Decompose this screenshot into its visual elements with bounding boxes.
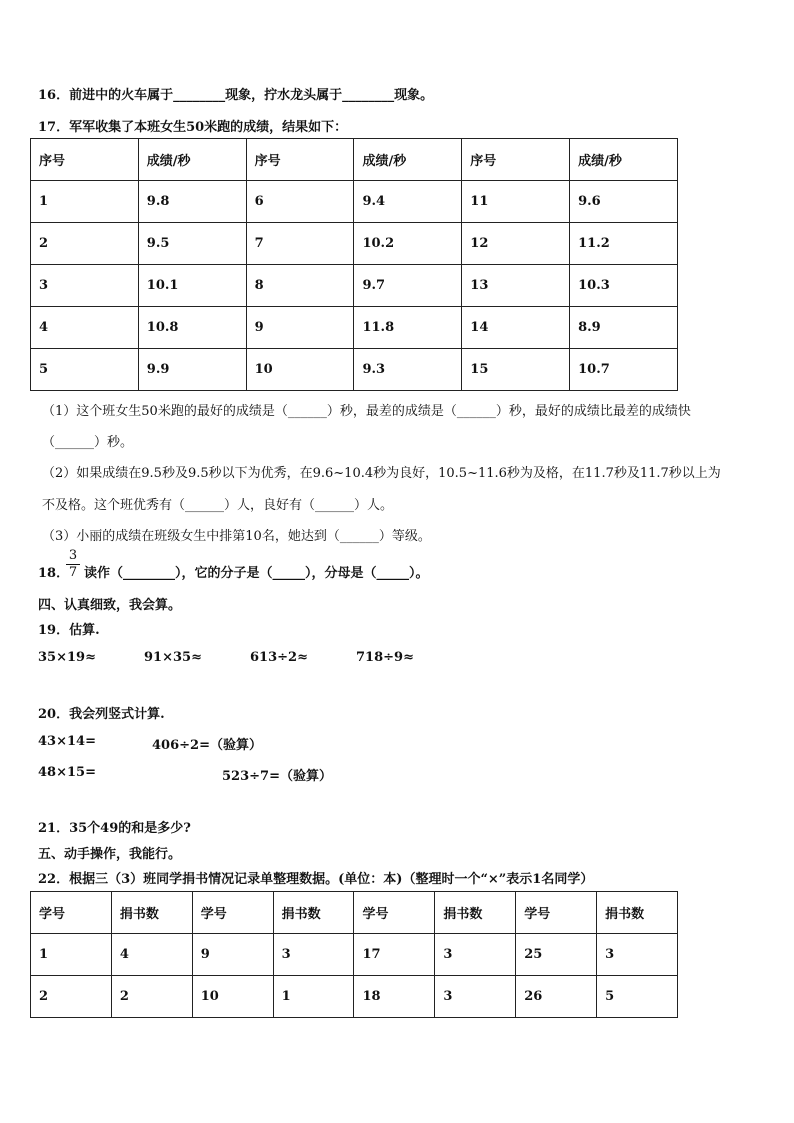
table-cell: 10: [246, 349, 354, 391]
table-cell: 17: [354, 934, 435, 976]
table-cell: 3: [273, 934, 354, 976]
fraction: [66, 548, 80, 581]
question-21: 21．35个49的和是多少?: [38, 821, 191, 836]
table-cell: 10.7: [570, 349, 678, 391]
table-cell: 14: [462, 307, 570, 349]
table-header-cell: 捐书数: [111, 892, 192, 934]
table-cell: 7: [246, 223, 354, 265]
question-16: 16．前进中的火车属于________现象，拧水龙头属于________现象。: [38, 88, 434, 103]
table-cell: 2: [31, 976, 112, 1018]
table-header-cell: 学号: [192, 892, 273, 934]
table-cell: 10: [192, 976, 273, 1018]
table-row: [31, 307, 678, 349]
question-17-sub1-line1: （1）这个班女生50米跑的最好的成绩是（______）秒，最差的成绩是（______）秒，最好的成绩比最差的成绩快: [42, 404, 691, 419]
table-header-cell: 成绩/秒: [354, 139, 462, 181]
table-cell: 11: [462, 181, 570, 223]
table-row: [31, 181, 678, 223]
table-cell: 2: [31, 223, 139, 265]
table-cell: 1: [31, 934, 112, 976]
question-17-title: 17．军军收集了本班女生50米跑的成绩，结果如下：: [38, 120, 348, 135]
table-cell: 18: [354, 976, 435, 1018]
table-cell: 12: [462, 223, 570, 265]
table-cell: 5: [597, 976, 678, 1018]
table-cell: 10.2: [354, 223, 462, 265]
table-cell: 9.8: [138, 181, 246, 223]
table-cell: 3: [31, 265, 139, 307]
table-header-cell: 成绩/秒: [138, 139, 246, 181]
estimate-item-3: 613÷2≈: [250, 650, 308, 665]
fraction-denominator: 7: [68, 565, 78, 580]
table-cell: 1: [273, 976, 354, 1018]
table-cell: 11.8: [354, 307, 462, 349]
table-header-cell: 捐书数: [597, 892, 678, 934]
question-17-sub1-line2: （______）秒。: [42, 435, 134, 450]
table-cell: 13: [462, 265, 570, 307]
table-cell: 25: [516, 934, 597, 976]
table-cell: 9.5: [138, 223, 246, 265]
table-cell: 9.9: [138, 349, 246, 391]
table-header-cell: 成绩/秒: [570, 139, 678, 181]
table-cell: 2: [111, 976, 192, 1018]
table-cell: 10.1: [138, 265, 246, 307]
table-cell: 8: [246, 265, 354, 307]
table-row: [31, 223, 678, 265]
table-cell: 26: [516, 976, 597, 1018]
table-cell: 4: [31, 307, 139, 349]
table-cell: 3: [435, 976, 516, 1018]
table-header-cell: 序号: [246, 139, 354, 181]
table-header-row: [31, 139, 678, 181]
section-4-heading: 四、认真细致，我会算。: [38, 598, 182, 613]
table-row: [31, 265, 678, 307]
table-header-cell: 序号: [31, 139, 139, 181]
table-cell: 8.9: [570, 307, 678, 349]
calc-item-1: 43×14=: [38, 734, 96, 749]
calc-item-4: 523÷7=（验算）: [222, 769, 332, 784]
calc-item-3: 48×15=: [38, 765, 96, 780]
table-cell: 9.6: [570, 181, 678, 223]
question-17-sub2-line1: （2）如果成绩在9.5秒及9.5秒以下为优秀，在9.6~10.4秒为良好，10.5~11.6秒为及格，在11.7秒及11.7秒以上为: [42, 466, 721, 481]
table-header-cell: 学号: [516, 892, 597, 934]
table-row: [31, 349, 678, 391]
table-cell: 10.3: [570, 265, 678, 307]
estimate-item-1: 35×19≈: [38, 650, 96, 665]
estimate-item-4: 718÷9≈: [356, 650, 414, 665]
calc-item-2: 406÷2=（验算）: [152, 738, 262, 753]
table-cell: 9: [192, 934, 273, 976]
table-row: [31, 976, 678, 1018]
table-cell: 5: [31, 349, 139, 391]
table-header-cell: 学号: [354, 892, 435, 934]
table-row: [31, 934, 678, 976]
table-cell: 6: [246, 181, 354, 223]
table-cell: 11.2: [570, 223, 678, 265]
table-header-row: [31, 892, 678, 934]
table-cell: 3: [597, 934, 678, 976]
score-table: [30, 138, 678, 391]
question-17-sub3: （3）小丽的成绩在班级女生中排第10名，她达到（______）等级。: [42, 529, 431, 544]
table-cell: 9.4: [354, 181, 462, 223]
table-cell: 3: [435, 934, 516, 976]
question-18-prefix: 18．: [38, 566, 70, 581]
table-header-cell: 捐书数: [435, 892, 516, 934]
question-19-title: 19．估算.: [38, 623, 100, 638]
table-header-cell: 序号: [462, 139, 570, 181]
fraction-numerator: 3: [68, 548, 78, 563]
table-cell: 15: [462, 349, 570, 391]
table-cell: 1: [31, 181, 139, 223]
table-cell: 9.3: [354, 349, 462, 391]
book-donation-table: [30, 891, 678, 1018]
table-cell: 4: [111, 934, 192, 976]
question-22-title: 22．根据三（3）班同学捐书情况记录单整理数据。(单位：本)（整理时一个“×”表示1名同学）: [38, 872, 594, 887]
question-20-title: 20．我会列竖式计算.: [38, 707, 165, 722]
section-5-heading: 五、动手操作，我能行。: [38, 847, 182, 862]
table-cell: 9: [246, 307, 354, 349]
table-header-cell: 学号: [31, 892, 112, 934]
question-18-text: 读作（________），它的分子是（_____），分母是（_____）。: [84, 566, 429, 581]
table-header-cell: 捐书数: [273, 892, 354, 934]
table-cell: 10.8: [138, 307, 246, 349]
table-cell: 9.7: [354, 265, 462, 307]
estimate-item-2: 91×35≈: [144, 650, 202, 665]
question-17-sub2-line2: 不及格。这个班优秀有（______）人，良好有（______）人。: [42, 498, 394, 513]
